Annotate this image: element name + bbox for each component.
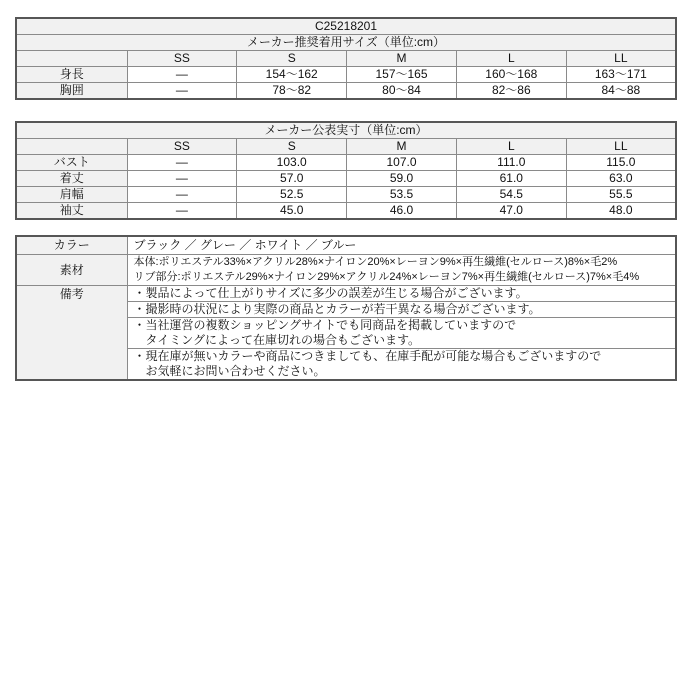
col-header-ss: SS [127,139,237,155]
size-cell: 80～84 [347,83,457,100]
measure-cell: — [127,171,237,187]
corner-cell [16,139,127,155]
row-label-body-length: 着丈 [16,171,127,187]
size-cell: — [127,67,237,83]
table-row [16,187,676,203]
recommended-size-table [15,17,677,100]
col-header-ll: LL [566,139,676,155]
measure-cell: 59.0 [347,171,457,187]
col-header-l: L [456,139,566,155]
actual-measurement-table [15,121,677,220]
size-cell: 82～86 [456,83,566,100]
remark-line-continuation: お気軽にお問い合わせください。 [145,364,326,378]
remark-item [127,349,676,381]
measure-cell: — [127,155,237,171]
row-label-sleeve-length: 袖丈 [16,203,127,220]
size-cell: 154～162 [237,67,347,83]
remarks-label: 備考 [16,286,127,381]
measure-cell: 107.0 [347,155,457,171]
measure-cell: 48.0 [566,203,676,220]
table-row [16,255,676,286]
size-cell: 84～88 [566,83,676,100]
row-label-chest: 胸囲 [16,83,127,100]
size-cell: 163～171 [566,67,676,83]
measure-cell: 63.0 [566,171,676,187]
remark-item: ・撮影時の状況により実際の商品とカラーが若干異なる場合がございます。 [127,302,676,318]
material-value [127,255,676,286]
measure-cell: 103.0 [237,155,347,171]
remark-item: ・製品によって仕上がりサイズに多少の誤差が生じる場合がございます。 [127,286,676,302]
measure-cell: 53.5 [347,187,457,203]
col-header-s: S [237,139,347,155]
table-row [16,286,676,302]
row-label-shoulder-width: 肩幅 [16,187,127,203]
col-header-m: M [347,51,457,67]
measure-cell: — [127,203,237,220]
size-cell: 160～168 [456,67,566,83]
table-row [16,236,676,255]
row-label-bust: バスト [16,155,127,171]
remark-line: ・現在庫が無いカラーや商品につきましても、在庫手配が可能な場合もございますので [133,349,602,363]
col-header-m: M [347,139,457,155]
measure-cell: — [127,187,237,203]
col-header-s: S [237,51,347,67]
col-header-ss: SS [127,51,237,67]
measure-cell: 52.5 [237,187,347,203]
table-row [16,203,676,220]
measure-cell: 115.0 [566,155,676,171]
product-code: C25218201 [16,18,676,35]
measure-cell: 55.5 [566,187,676,203]
measure-cell: 47.0 [456,203,566,220]
color-label: カラー [16,236,127,255]
remark-line-continuation: タイミングによって在庫切れの場合もございます。 [145,333,421,347]
table-row [16,83,676,100]
row-label-height: 身長 [16,67,127,83]
measure-cell: 111.0 [456,155,566,171]
table-row [16,155,676,171]
actual-measurement-title: メーカー公表実寸（単位:cm） [16,122,676,139]
remark-line: ・当社運営の複数ショッピングサイトでも同商品を掲載していますので [133,318,517,332]
remark-item [127,318,676,349]
size-cell: 157～165 [347,67,457,83]
color-value: ブラック ／ グレー ／ ホワイト ／ ブルー [127,236,676,255]
col-header-l: L [456,51,566,67]
material-line-rib: リブ部分:ポリエステル29%×ナイロン29%×アクリル24%×レーヨン7%×再生繊維(セルロース)7%×毛4% [133,271,640,283]
measure-cell: 57.0 [237,171,347,187]
measure-cell: 54.5 [456,187,566,203]
table-row [16,67,676,83]
measure-cell: 45.0 [237,203,347,220]
measure-cell: 46.0 [347,203,457,220]
size-cell: 78～82 [237,83,347,100]
corner-cell [16,51,127,67]
material-line-main: 本体:ポリエステル33%×アクリル28%×ナイロン20%×レーヨン9%×再生繊維(セルロース)8%×毛2% [133,256,618,268]
size-cell: — [127,83,237,100]
measure-cell: 61.0 [456,171,566,187]
material-label: 素材 [16,255,127,286]
product-info-table [15,235,677,381]
table-row [16,171,676,187]
recommended-size-title: メーカー推奨着用サイズ（単位:cm） [16,35,676,51]
col-header-ll: LL [566,51,676,67]
